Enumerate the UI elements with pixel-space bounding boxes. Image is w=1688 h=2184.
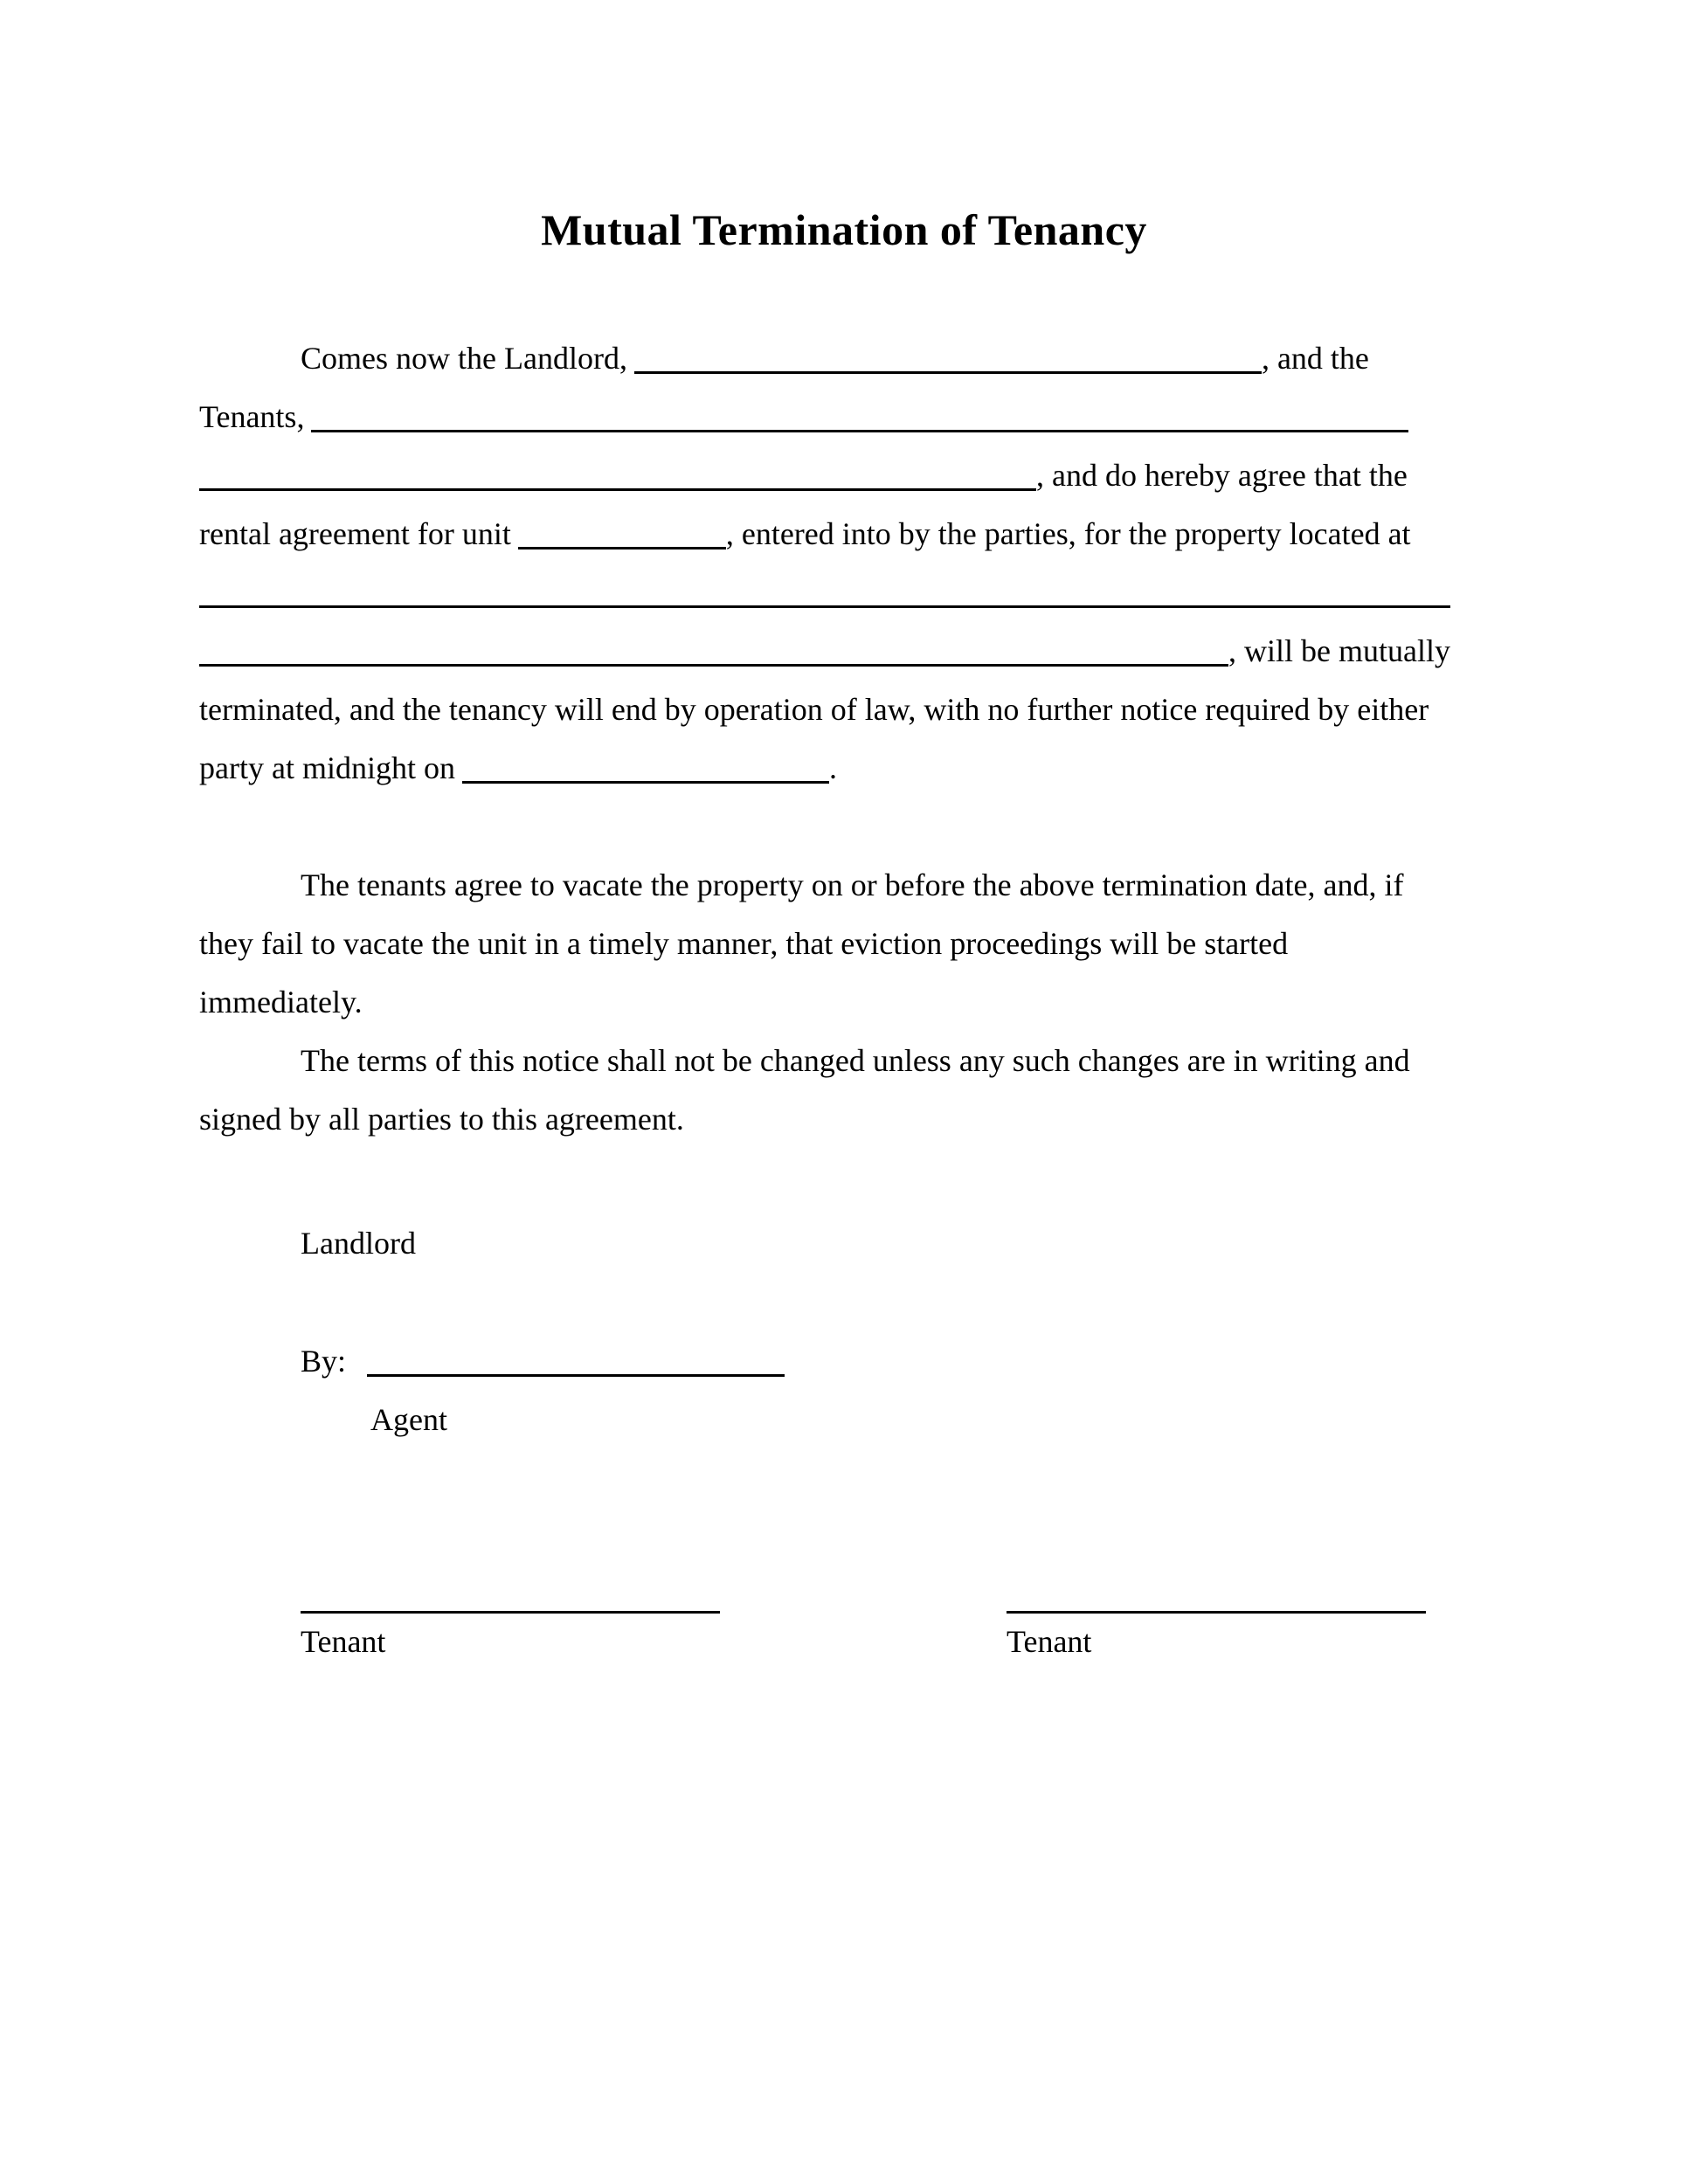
opening-line-4-text: rental agreement for unit bbox=[199, 516, 511, 551]
landlord-heading: Landlord bbox=[301, 1226, 416, 1261]
property-address-blank-1[interactable] bbox=[199, 567, 1450, 608]
tenant-label-row bbox=[199, 1613, 1501, 1671]
tenant-signature-blank-right[interactable] bbox=[1007, 1569, 1426, 1614]
by-label: By: bbox=[301, 1344, 347, 1379]
opening-line-7-text: terminated, and the tenancy will end by operation of law, with no further notice required by either bbox=[199, 692, 1429, 727]
tenant-label-left: Tenant bbox=[301, 1624, 386, 1659]
vacate-line-3-text: immediately. bbox=[199, 985, 363, 1019]
vacate-line-1 bbox=[199, 856, 1501, 915]
terms-line-1 bbox=[199, 1032, 1501, 1090]
tenant-label-right: Tenant bbox=[1007, 1624, 1092, 1659]
opening-line-4-tail: , entered into by the parties, for the property located at bbox=[725, 516, 1411, 551]
opening-line-4 bbox=[199, 505, 1501, 563]
tenants-names-blank-1[interactable] bbox=[311, 391, 1408, 432]
tenant-signature-row bbox=[199, 1569, 1501, 1613]
tenants-names-blank-2[interactable] bbox=[199, 450, 1036, 491]
terms-line-2 bbox=[199, 1090, 1501, 1149]
opening-line-5 bbox=[199, 563, 1501, 622]
opening-line-3 bbox=[199, 446, 1501, 505]
agent-signature-blank[interactable] bbox=[367, 1336, 785, 1377]
property-address-blank-2[interactable] bbox=[199, 625, 1228, 667]
opening-line-8-tail: . bbox=[828, 750, 837, 785]
opening-line-6-tail: , will be mutually bbox=[1228, 633, 1450, 668]
opening-line-7 bbox=[199, 681, 1501, 739]
opening-paragraph bbox=[199, 329, 1501, 798]
terms-line-1-text: The terms of this notice shall not be changed unless any such changes are in writing and bbox=[301, 1043, 1410, 1078]
agent-label-line bbox=[199, 1391, 1501, 1449]
opening-line-3-tail: , and do hereby agree that the bbox=[1036, 458, 1408, 493]
document-content bbox=[199, 0, 1501, 1671]
vacate-line-1-text: The tenants agree to vacate the property on or before the above termination date, and, if bbox=[301, 867, 1404, 902]
opening-line-2 bbox=[199, 388, 1501, 446]
tenant-signature-blank-left[interactable] bbox=[301, 1569, 720, 1614]
opening-line-6 bbox=[199, 622, 1501, 681]
termination-date-blank[interactable] bbox=[462, 743, 829, 784]
agent-label: Agent bbox=[370, 1402, 447, 1437]
vacate-paragraph bbox=[199, 856, 1501, 1032]
agent-signature-line bbox=[199, 1332, 1501, 1391]
terms-line-2-text: signed by all parties to this agreement. bbox=[199, 1102, 684, 1137]
vacate-line-2-text: they fail to vacate the unit in a timely manner, that eviction proceedings will be started bbox=[199, 926, 1289, 961]
opening-line-8-text: party at midnight on bbox=[199, 750, 455, 785]
opening-line-1 bbox=[199, 329, 1501, 388]
terms-paragraph bbox=[199, 1032, 1501, 1149]
vacate-line-3 bbox=[199, 973, 1501, 1032]
vacate-line-2 bbox=[199, 915, 1501, 973]
opening-line-8 bbox=[199, 739, 1501, 798]
opening-line-1-text: Comes now the Landlord, bbox=[301, 341, 627, 376]
unit-number-blank[interactable] bbox=[518, 508, 726, 549]
opening-line-2-text: Tenants, bbox=[199, 399, 305, 434]
landlord-section-heading-line bbox=[199, 1214, 1501, 1273]
opening-line-1-tail: , and the bbox=[1261, 341, 1369, 376]
landlord-name-blank[interactable] bbox=[634, 333, 1262, 374]
document-title: Mutual Termination of Tenancy bbox=[541, 205, 1147, 254]
